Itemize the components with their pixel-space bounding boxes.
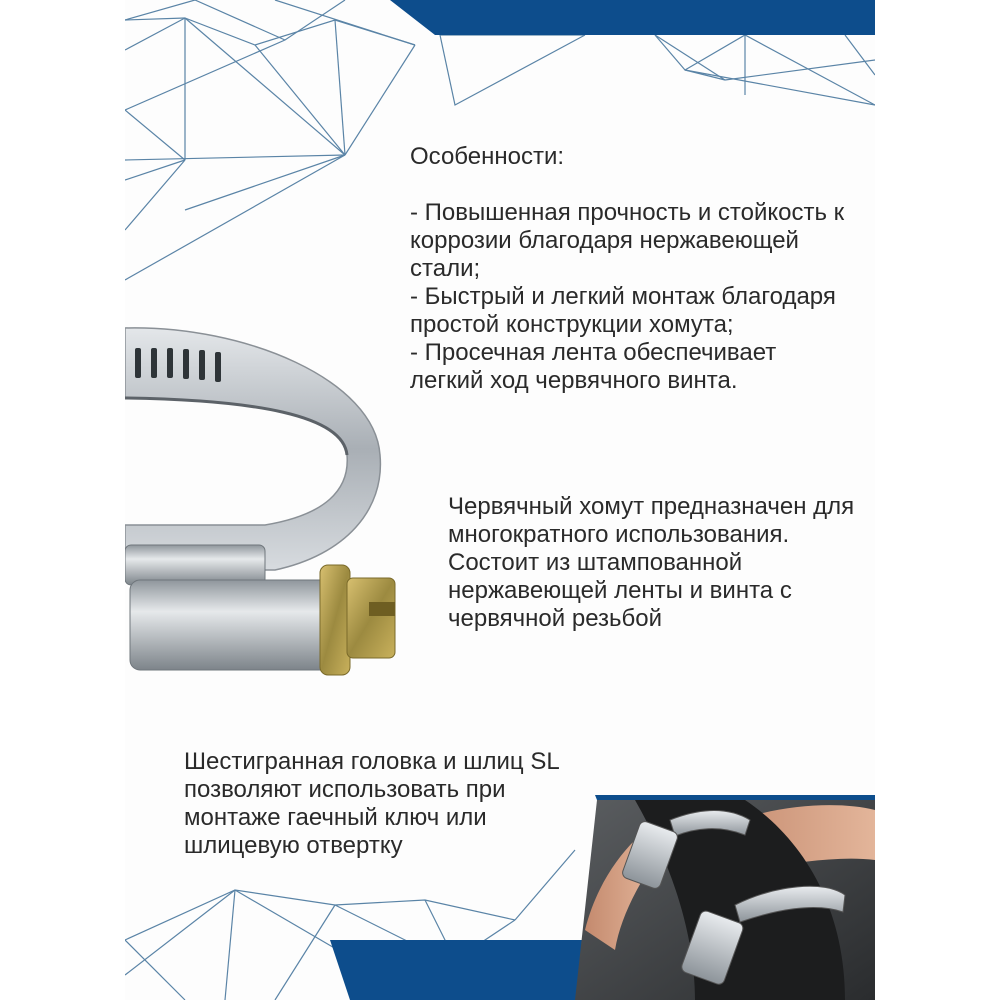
hose-clamp-icon [125, 320, 415, 690]
features-text: Особенности: - Повышенная прочность и стойкость к коррозии благодаря нержавеющей стали; - Быстрый и легкий монтаж благодаря простой конструкции хомута; - Просечная лента обеспечивает легкий ход червячного винта. [410, 143, 845, 394]
purpose-text: Червячный хомут предназначен для многократного использования. Состоит из штампованной нержавеющей ленты и винта с червячной резьбой [448, 493, 855, 632]
top-blue-band [390, 0, 875, 35]
product-card [125, 0, 875, 1000]
clamp-on-hose-photo [575, 800, 875, 1000]
hex-head-text: Шестигранная головка и шлиц SL позволяют использовать при монтаже гаечный ключ или шлицевую отвертку [184, 748, 559, 859]
